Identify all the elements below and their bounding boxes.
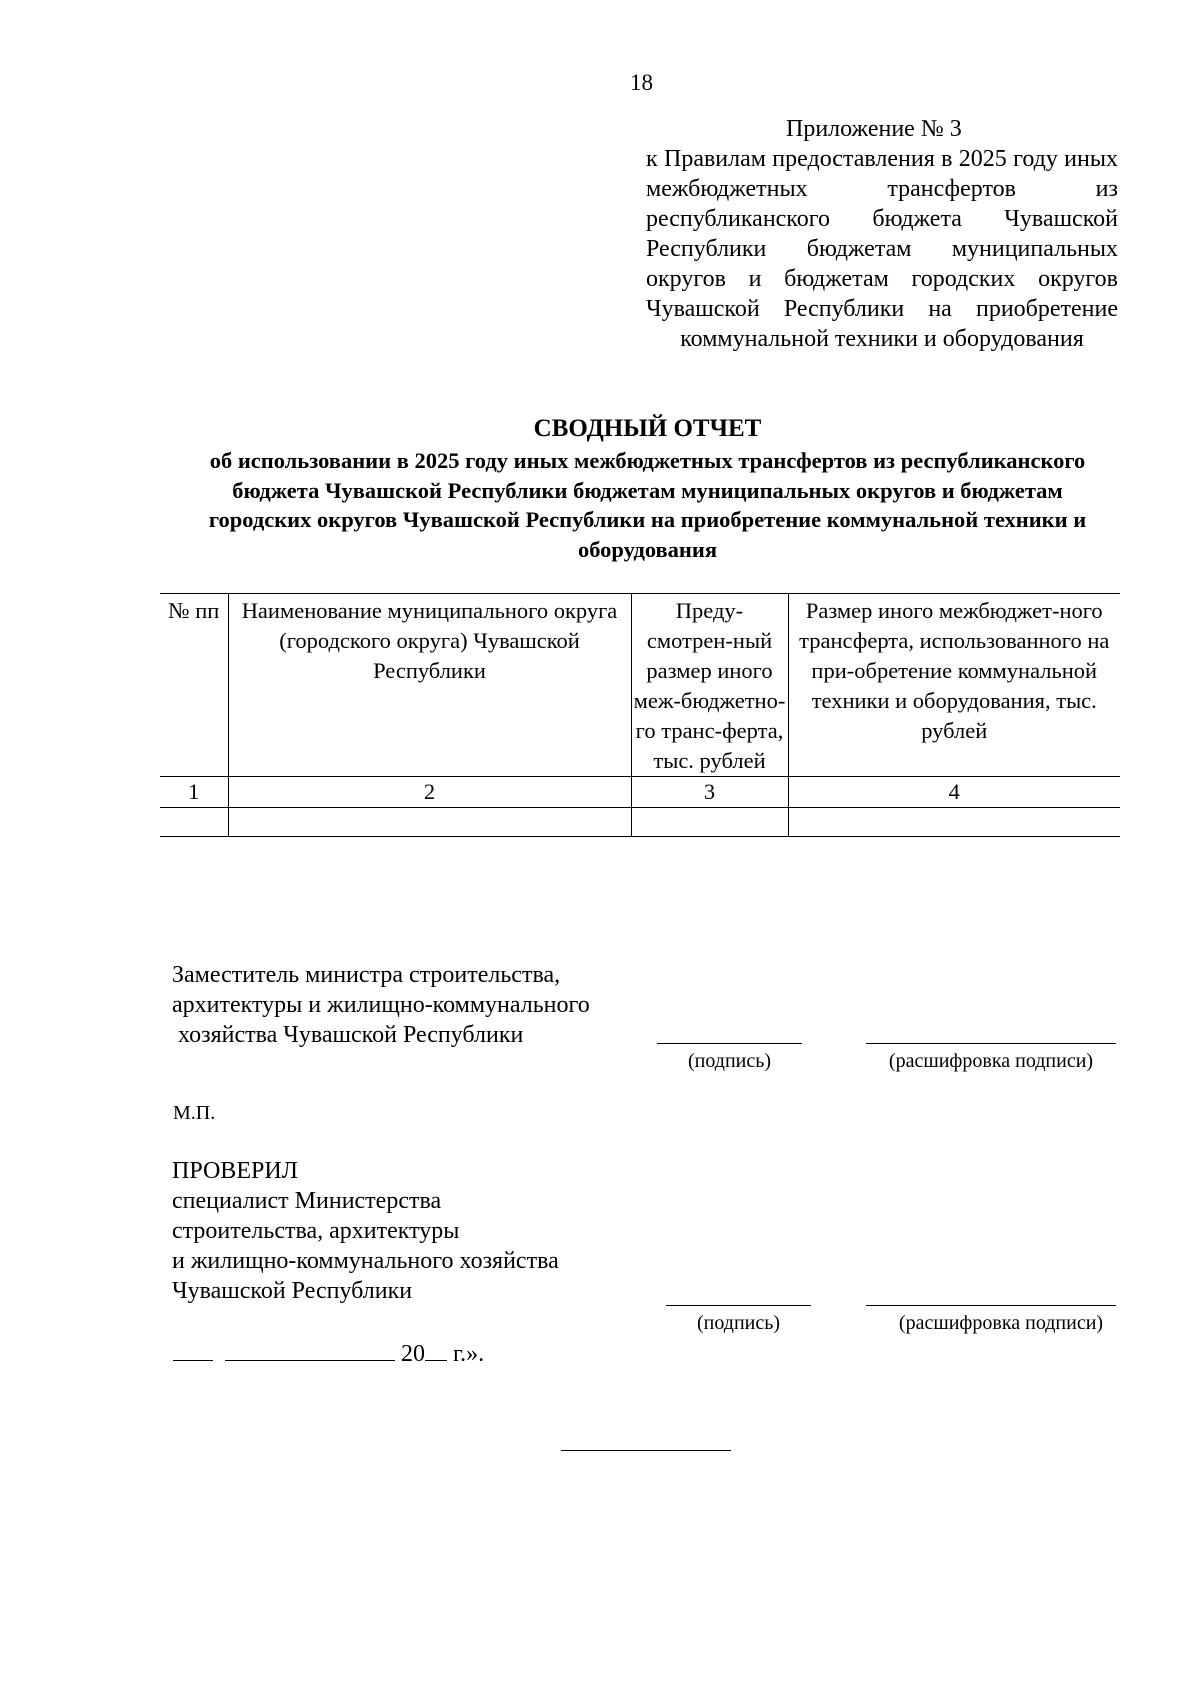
- header-planned-amount: Преду-смотрен-ный размер иного меж-бюджетно-го транс-ферта, тыс. рублей: [631, 594, 788, 777]
- date-day-blank: [173, 1338, 213, 1361]
- column-number-4: 4: [788, 777, 1120, 808]
- column-number-2: 2: [228, 777, 631, 808]
- deputy-line-1: Заместитель министра строительства,: [172, 962, 561, 988]
- table-header-row: [160, 594, 1120, 777]
- date-month-blank: [225, 1338, 395, 1361]
- verified-signature-line: [666, 1305, 811, 1306]
- verified-sign-caption: (подпись): [696, 1312, 781, 1334]
- column-number-3: 3: [631, 777, 788, 808]
- page-number: 18: [630, 70, 653, 95]
- deputy-decode-line: [866, 1043, 1116, 1044]
- deputy-line-3: хозяйства Чувашской Республики: [178, 1022, 524, 1048]
- table-cell: [160, 808, 228, 837]
- report-title-block: [160, 412, 1135, 564]
- verified-decode-caption: (расшифровка подписи): [898, 1312, 1104, 1334]
- date-year-prefix: 20: [401, 1341, 425, 1367]
- header-used-amount: Размер иного межбюджет-ного трансферта, использованного на при-обретение коммунальной техники и оборудования, тыс. рублей: [788, 594, 1120, 777]
- report-subtitle: об использовании в 2025 году иных межбюджетных трансфертов из республиканского бюджета Чувашской Республики бюджетам муниципальных округов и бюджетам городских округов Чувашской Республики на приобретение коммунальной техники и оборудования: [208, 448, 1087, 562]
- header-municipality: Наименование муниципального округа (городского округа) Чувашской Республики: [228, 594, 631, 777]
- deputy-minister-block: [172, 960, 590, 1050]
- date-line: [173, 1338, 484, 1368]
- deputy-sign-caption: (подпись): [687, 1050, 772, 1072]
- verified-decode-line: [866, 1305, 1116, 1306]
- appendix-text: к Правилам предоставления в 2025 году иных межбюджетных трансфертов из республиканского бюджета Чувашской Республики бюджетам муниципальных округов и бюджетам городских округов Чувашской Республики на приобретение коммунальной техники и оборудования: [646, 146, 1118, 352]
- stamp-mark: М.П.: [173, 1102, 216, 1124]
- verified-line-3: и жилищно-коммунального хозяйства: [172, 1248, 559, 1274]
- appendix-title: Приложение № 3: [786, 116, 962, 142]
- deputy-line-2: архитектуры и жилищно-коммунального: [172, 992, 590, 1018]
- verified-block: [172, 1156, 559, 1306]
- verified-heading: ПРОВЕРИЛ: [172, 1158, 298, 1184]
- date-year-blank: [425, 1338, 447, 1361]
- table-row: [160, 808, 1120, 837]
- deputy-decode-caption: (расшифровка подписи): [888, 1050, 1094, 1072]
- report-title: СВОДНЫЙ ОТЧЕТ: [533, 415, 762, 442]
- date-suffix: г.».: [453, 1341, 485, 1367]
- verified-line-1: специалист Министерства: [172, 1188, 442, 1214]
- footer-separator-line: [561, 1450, 731, 1451]
- table-cell: [631, 808, 788, 837]
- column-number-1: 1: [160, 777, 228, 808]
- deputy-signature-line: [657, 1043, 802, 1044]
- table-cell: [228, 808, 631, 837]
- report-table: [160, 593, 1120, 837]
- appendix-block: [646, 114, 1118, 354]
- verified-line-4: Чувашской Республики: [172, 1278, 413, 1304]
- table-cell: [788, 808, 1120, 837]
- verified-line-2: строительства, архитектуры: [172, 1218, 460, 1244]
- column-number-row: [160, 777, 1120, 808]
- header-number: № пп: [160, 594, 228, 777]
